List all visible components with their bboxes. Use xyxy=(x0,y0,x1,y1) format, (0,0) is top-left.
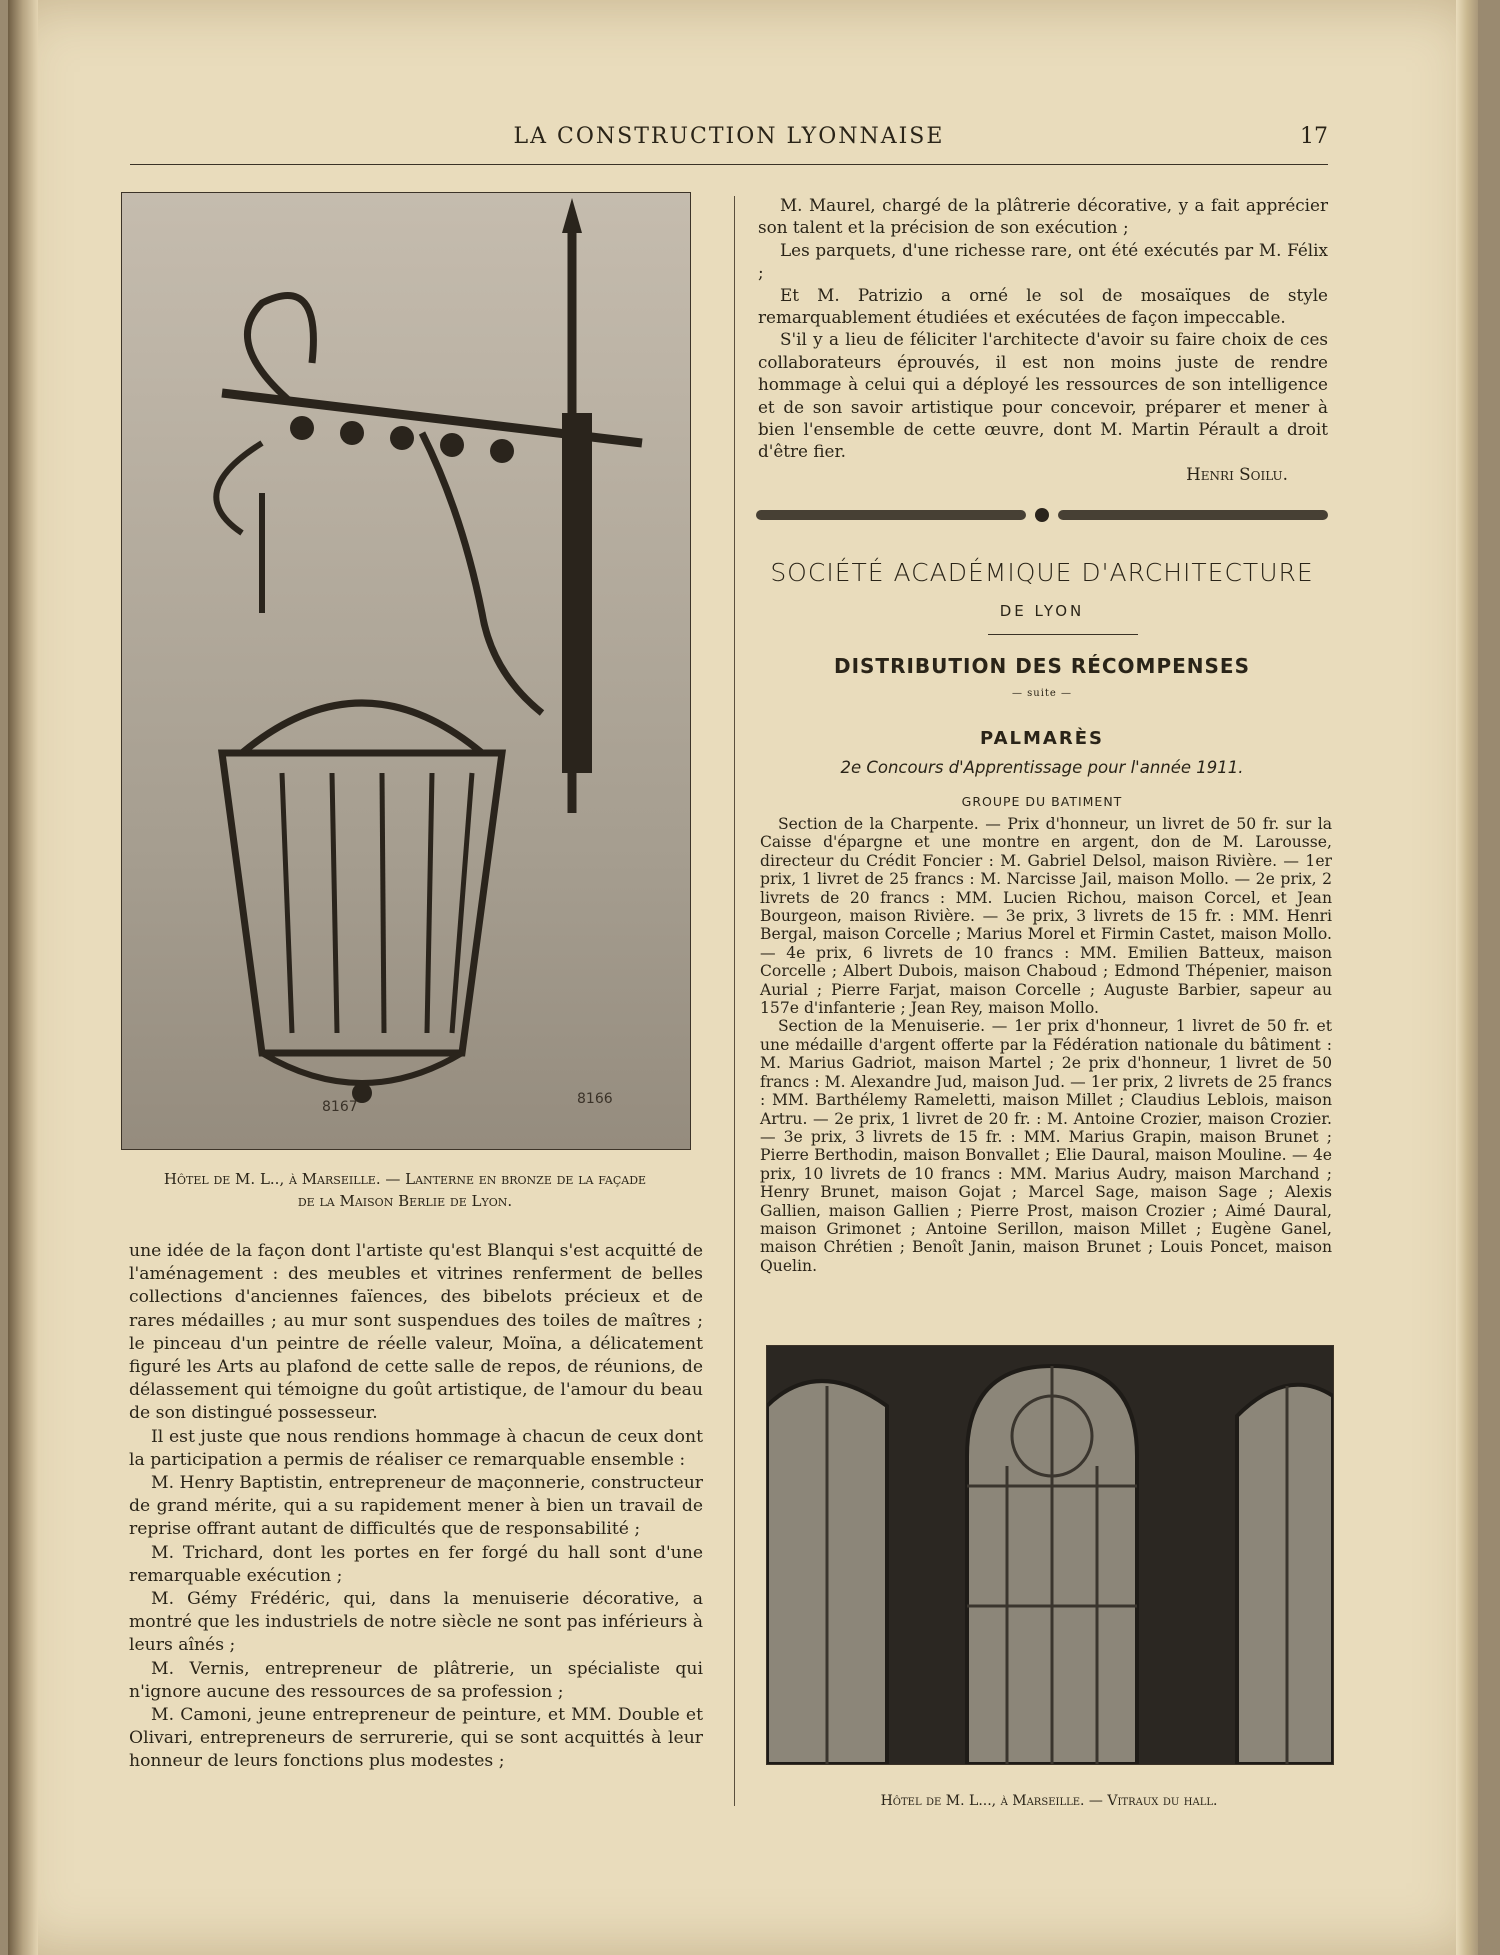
left-paragraph: Il est juste que nous rendions hommage à chacun de ceux dont la participation a permis de réaliser ce remarquable ensemble : xyxy=(129,1426,703,1470)
title-rule xyxy=(988,634,1138,635)
ornament-divider xyxy=(756,500,1328,530)
groupe-heading: GROUPE DU BATIMENT xyxy=(961,794,1123,809)
prize-list xyxy=(760,815,1332,1275)
journal-title: LA CONSTRUCTION LYONNAISE xyxy=(513,124,945,149)
lantern-photo xyxy=(121,192,691,1150)
author-signature: Henri Soilu. xyxy=(1186,463,1288,484)
stamp-right: 8166 xyxy=(577,1091,613,1107)
right-paragraph: Les parquets, d'une richesse rare, ont été exécutés par M. Félix ; xyxy=(758,239,1328,283)
right-paragraph: S'il y a lieu de féliciter l'architecte d'avoir su faire choix de ces collaborateurs éprouvés, il est non moins juste de rendre hommage à celui qui a déployé les ressources de son intelligence et de son savoir artistique pour concevoir, préparer et mener à bien l'ensemble de cette œuvre, dont M. Martin Pérault a droit d'être fier. xyxy=(758,329,1328,462)
concours-heading: 2e Concours d'Apprentissage pour l'année 1911. xyxy=(840,758,1244,777)
page-number: 17 xyxy=(1300,124,1328,149)
left-paragraph: M. Vernis, entrepreneur de plâtrerie, un spécialiste qui n'ignore aucune des ressources de sa profession ; xyxy=(129,1658,703,1702)
figure1-caption xyxy=(121,1168,689,1212)
society-subtitle: DE LYON xyxy=(999,602,1085,620)
section-charpente: Section de la Charpente. — Prix d'honneur, un livret de 50 fr. sur la Caisse d'épargne et une montre en argent, don de M. Larousse, directeur du Crédit Foncier : M. Gabriel Delsol, maison Rivière. — 1er prix, 1 livret de 25 francs : M. Narcisse Jail, maison Mollo. — 2e prix, 2 livrets de 20 francs : MM. Lucien Richou, maison Corcel, et Jean Bourgeon, maison Rivière. — 3e prix, 3 livrets de 15 fr. : MM. Henri Bergal, maison Corcelle ; Marius Morel et Firmin Castet, maison Mollo. — 4e prix, 6 livrets de 10 francs : MM. Emilien Batteux, maison Corcelle ; Albert Dubois, maison Chaboud ; Edmond Thépenier, maison Aurial ; Pierre Farjat, maison Corcelle ; Auguste Barbier, sapeur au 157e d'infanterie ; Jean Rey, maison Mollo. xyxy=(760,815,1332,1018)
book-spine xyxy=(8,0,38,1955)
figure2-caption: Hôtel de M. L..., à Marseille. — Vitraux du hall. xyxy=(880,1793,1218,1809)
figure1-caption-line1: Hôtel de M. L.., à Marseille. — Lanterne en bronze de la façade xyxy=(163,1170,647,1188)
page xyxy=(8,0,1478,1955)
running-header xyxy=(130,118,1328,165)
left-paragraph: M. Gémy Frédéric, qui, dans la menuiserie décorative, a montré que les industriels de notre siècle ne sont pas inférieurs à leurs aînés ; xyxy=(129,1589,703,1656)
left-paragraph: M. Henry Baptistin, entrepreneur de maçonnerie, constructeur de grand mérite, qui a su rapidement mener à bien un travail de reprise offrant autant de difficultés que de responsabilité ; xyxy=(129,1473,703,1540)
stamp-left: 8167 xyxy=(322,1099,358,1115)
society-title: SOCIÉTÉ ACADÉMIQUE D'ARCHITECTURE xyxy=(770,558,1314,587)
lantern-illustration xyxy=(122,193,690,1149)
figure1-caption-line2: de la Maison Berlie de Lyon. xyxy=(297,1192,513,1210)
right-paragraph: M. Maurel, chargé de la plâtrerie décorative, y a fait apprécier son talent et la précision de son exécution ; xyxy=(758,195,1328,238)
stained-glass-illustration xyxy=(767,1346,1333,1764)
page-edge xyxy=(1456,0,1478,1955)
column-divider xyxy=(734,196,735,1806)
stained-glass-photo xyxy=(766,1345,1334,1765)
left-paragraph: une idée de la façon dont l'artiste qu'est Blanqui s'est acquitté de l'aménagement : des meubles et vitrines renferment de belles collections d'anciennes faïences, des bibelots précieux et de rares médailles ; au mur sont suspendues des toiles de maîtres ; le pinceau d'un peintre de réelle valeur, Moïna, a délicatement figuré les Arts au plafond de cette salle de repos, de réunions, de délassement qui témoigne du goût artistique, de l'amour du beau de son distingué possesseur. xyxy=(129,1241,703,1424)
section-menuiserie: Section de la Menuiserie. — 1er prix d'honneur, 1 livret de 50 fr. et une médaille d'argent offerte par la Fédération nationale du bâtiment : M. Marius Gadriot, maison Martel ; 2e prix d'honneur, 1 livret de 50 francs : M. Alexandre Jud, maison Jud. — 1er prix, 2 livrets de 25 francs : MM. Barthélemy Rameletti, maison Millet ; Claudius Leblois, maison Artru. — 2e prix, 1 livret de 20 fr. : M. Antoine Crozier, maison Crozier. — 3e prix, 3 livrets de 15 fr. : MM. Marius Grapin, maison Brunet ; Pierre Berthodin, maison Bonvallet ; Elie Daural, maison Mouline. — 4e prix, 10 livrets de 10 francs : MM. Marius Audry, maison Marchand ; Henry Brunet, maison Gojat ; Marcel Sage, maison Sage ; Alexis Gallien, maison Gallien ; Pierre Prost, maison Crozier ; Aimé Daural, maison Grimonet ; Antoine Serillon, maison Millet ; Eugène Ganel, maison Chrétien ; Benoît Janin, maison Brunet ; Louis Poncet, maison Quelin. xyxy=(760,1017,1332,1275)
left-paragraph: M. Camoni, jeune entrepreneur de peinture, et MM. Double et Olivari, entrepreneurs de serrurerie, qui se sont acquittés à leur honneur de leurs fonctions plus modestes ; xyxy=(129,1705,703,1772)
distribution-heading: DISTRIBUTION DES RÉCOMPENSES xyxy=(833,654,1250,678)
palmares-heading: PALMARÈS xyxy=(980,728,1104,749)
left-column-text xyxy=(129,1240,703,1774)
left-paragraph: M. Trichard, dont les portes en fer forgé du hall sont d'une remarquable exécution ; xyxy=(129,1542,703,1586)
suite-label: — suite — xyxy=(1011,688,1073,699)
right-column-text xyxy=(758,194,1328,485)
right-paragraph: Et M. Patrizio a orné le sol de mosaïques de style remarquablement étudiées et exécutées de façon impeccable. xyxy=(758,284,1328,328)
